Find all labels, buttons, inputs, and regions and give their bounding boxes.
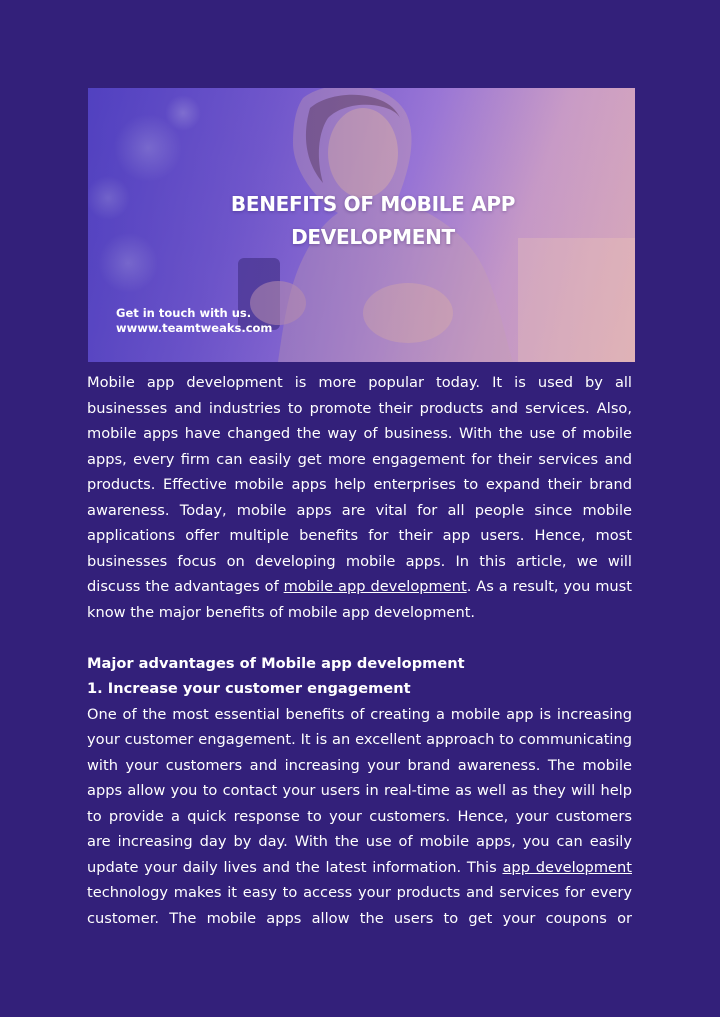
intro-text-end: . As a result, you must know the major benefits of mobile app development. [87,578,632,621]
article-body [87,370,632,931]
mobile-app-development-link[interactable]: mobile app development [283,578,467,595]
section-text: One of the most essential benefits of creating a mobile app is increasing your customer engagement. It is an excellent approach to communicating with your customers and increasing your brand awareness. The mobile apps allow you to contact your users in real-time as well as they will help to provide a quick response to your customers. Hence, your customers are increasing day by day. With the use of mobile apps, you can easily update your daily lives and the latest information. This [87,705,632,876]
section-subheading: 1. Increase your customer engagement [87,680,411,697]
hero-contact-text: Get in touch with us. [116,306,252,320]
section-text-end: technology makes it easy to access your products and services for every customer. The mobile apps allow the users to get your coupons or [87,884,632,927]
hero-contact [116,306,272,336]
paragraph-spacer [87,625,632,651]
hero-title [208,188,538,254]
app-development-link[interactable]: app development [502,858,632,876]
hero-website: wwww.teamtweaks.com [116,321,273,335]
section-heading: Major advantages of Mobile app development [87,654,465,672]
hero-banner [88,88,635,362]
section-paragraph [87,702,632,932]
hero-title-line1: BENEFITS OF MOBILE APP [230,192,516,216]
intro-text: Mobile app development is more popular today. It is used by all businesses and industries to promote their products and services. Also, mobile apps have changed the way of business. With the use of mobile apps, every firm can easily get more engagement for their services and products. Effective mobile apps help enterprises to expand their brand awareness. Today, mobile apps are vital for all people since mobile applications offer multiple benefits for their app users. Hence, most businesses focus on developing mobile apps. In this article, we will discuss the advantages of [87,374,632,595]
hero-title-line2: DEVELOPMENT [291,225,455,249]
intro-paragraph [87,370,632,625]
